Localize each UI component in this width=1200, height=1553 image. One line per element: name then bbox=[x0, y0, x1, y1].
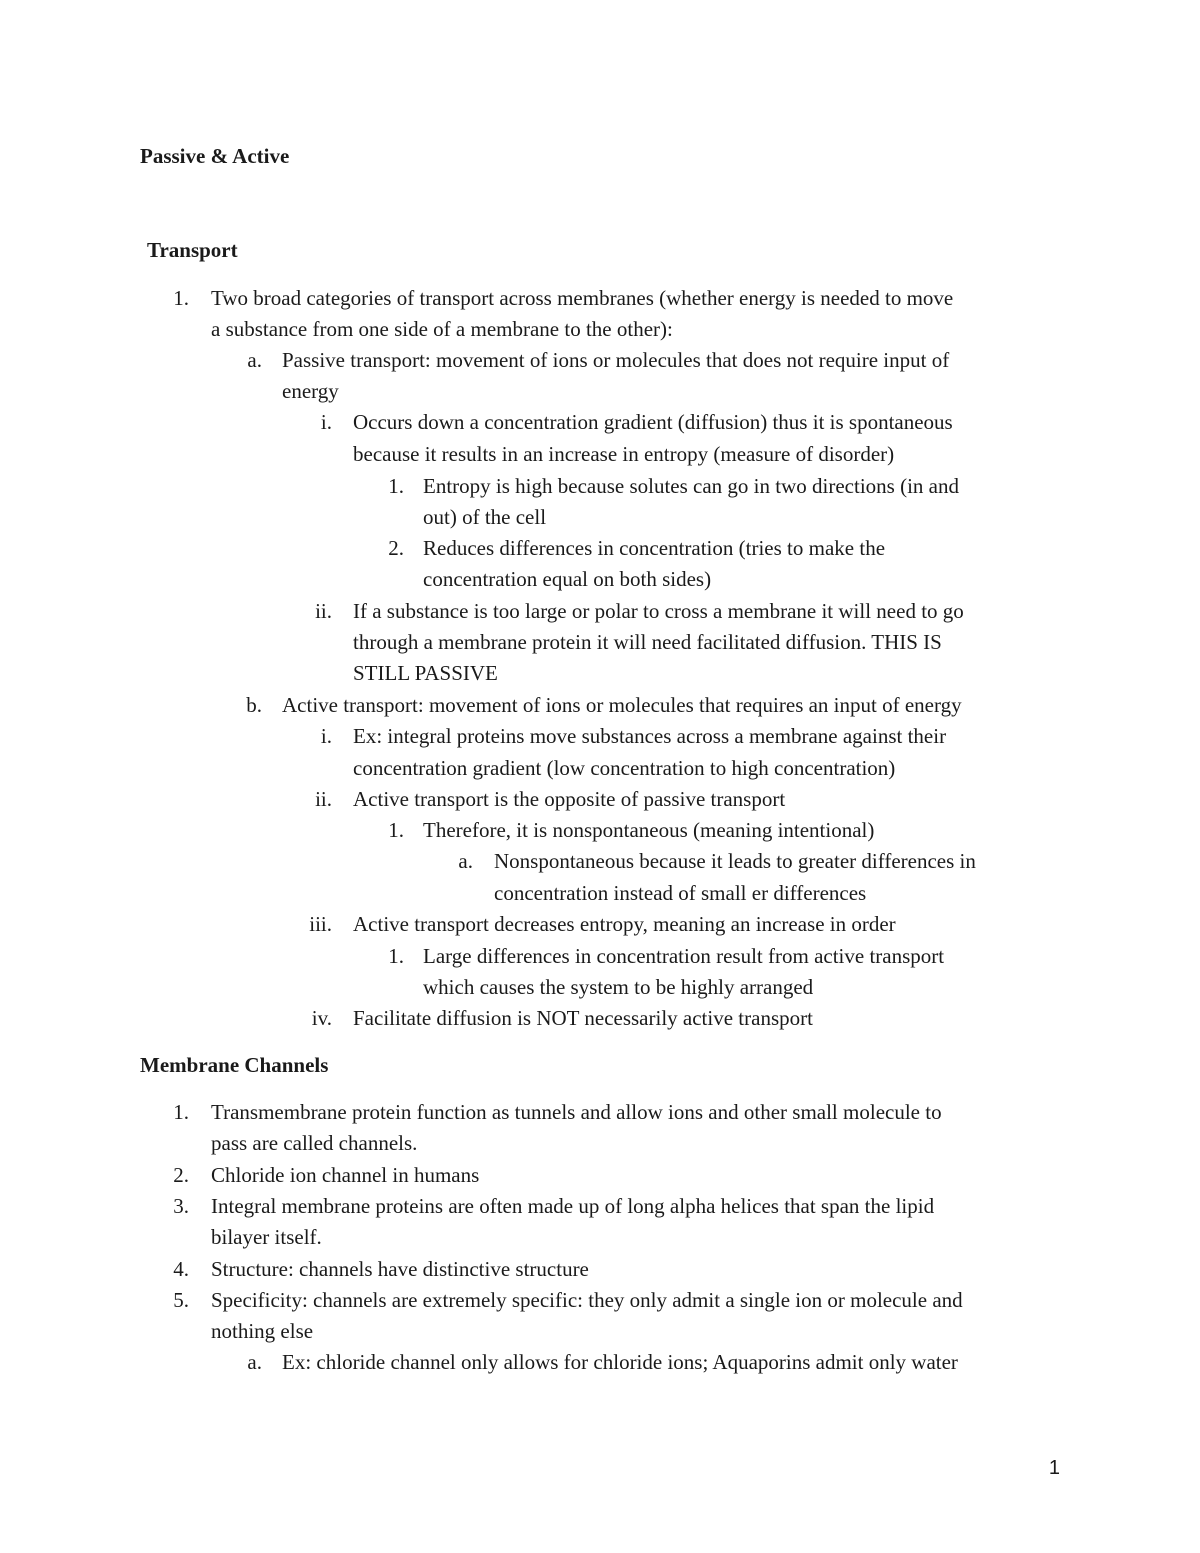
list-item-text: If a substance is too large or polar to cross a membrane it will need to go bbox=[353, 599, 964, 623]
list-marker: a. bbox=[247, 348, 262, 372]
list-item-text: Large differences in concentration result from active transport bbox=[423, 944, 945, 968]
list-item-text: pass are called channels. bbox=[211, 1131, 418, 1155]
list-item-text: Transmembrane protein function as tunnels and allow ions and other small molecule to bbox=[211, 1100, 942, 1124]
list-item-text: bilayer itself. bbox=[211, 1225, 322, 1249]
list-item-text: STILL PASSIVE bbox=[353, 661, 498, 685]
list-marker: 2. bbox=[173, 1163, 189, 1187]
list-item-text: a substance from one side of a membrane to the other): bbox=[211, 317, 673, 341]
section-heading-membrane-channels: Membrane Channels bbox=[140, 1053, 329, 1077]
list-item-text: Active transport decreases entropy, meaning an increase in order bbox=[353, 912, 896, 936]
list-marker: i. bbox=[320, 724, 332, 748]
list-item-text: Ex: integral proteins move substances across a membrane against their bbox=[353, 724, 947, 748]
list-marker: 1. bbox=[388, 474, 404, 498]
list-item-text: through a membrane protein it will need facilitated diffusion. THIS IS bbox=[353, 630, 942, 654]
list-marker: 1. bbox=[173, 286, 189, 310]
list-marker: ii. bbox=[315, 599, 332, 623]
list-item-text: Active transport: movement of ions or molecules that requires an input of energy bbox=[282, 693, 962, 717]
list-marker: 4. bbox=[173, 1257, 189, 1281]
list-marker: 2. bbox=[388, 536, 404, 560]
list-marker: 5. bbox=[173, 1288, 189, 1312]
list-item-text: Integral membrane proteins are often made up of long alpha helices that span the lipid bbox=[211, 1194, 935, 1218]
list-marker: a. bbox=[458, 849, 473, 873]
page-number: 1 bbox=[1048, 1457, 1060, 1479]
list-item-text: Nonspontaneous because it leads to greater differences in bbox=[494, 849, 976, 873]
section-heading-transport: Transport bbox=[147, 238, 238, 262]
list-item-text: Specificity: channels are extremely specific: they only admit a single ion or molecule and bbox=[211, 1288, 963, 1312]
list-item-text: Occurs down a concentration gradient (diffusion) thus it is spontaneous bbox=[353, 410, 953, 434]
list-item-text: Facilitate diffusion is NOT necessarily active transport bbox=[353, 1006, 813, 1030]
list-item-text: nothing else bbox=[211, 1319, 314, 1343]
list-item-text: Chloride ion channel in humans bbox=[211, 1163, 480, 1187]
list-item-text: Entropy is high because solutes can go in two directions (in and bbox=[423, 474, 959, 498]
list-marker: b. bbox=[246, 693, 262, 717]
list-item-text: because it results in an increase in entropy (measure of disorder) bbox=[353, 442, 895, 466]
list-marker: iii. bbox=[309, 912, 332, 936]
list-marker: ii. bbox=[315, 787, 332, 811]
list-item-text: Reduces differences in concentration (tries to make the bbox=[423, 536, 886, 560]
list-item-text: Passive transport: movement of ions or molecules that does not require input of bbox=[282, 348, 950, 372]
list-marker: i. bbox=[320, 410, 332, 434]
list-marker: 3. bbox=[173, 1194, 189, 1218]
list-item-text: Active transport is the opposite of passive transport bbox=[353, 787, 786, 811]
list-item-text: Structure: channels have distinctive structure bbox=[211, 1257, 589, 1281]
list-item-text: concentration instead of small er differences bbox=[494, 881, 867, 905]
list-marker: 1. bbox=[173, 1100, 189, 1124]
document-title: Passive & Active bbox=[140, 144, 290, 168]
list-item-text: out) of the cell bbox=[423, 505, 547, 529]
list-marker: 1. bbox=[388, 818, 404, 842]
list-marker: a. bbox=[247, 1350, 262, 1374]
list-item-text: energy bbox=[282, 379, 339, 403]
list-marker: 1. bbox=[388, 944, 404, 968]
list-item-text: Therefore, it is nonspontaneous (meaning intentional) bbox=[423, 818, 875, 842]
list-item-text: Ex: chloride channel only allows for chloride ions; Aquaporins admit only water bbox=[282, 1350, 958, 1374]
list-item-text: which causes the system to be highly arranged bbox=[423, 975, 814, 999]
list-item-text: concentration gradient (low concentration to high concentration) bbox=[353, 756, 896, 780]
list-item-text: concentration equal on both sides) bbox=[423, 567, 712, 591]
list-item-text: Two broad categories of transport across membranes (whether energy is needed to move bbox=[211, 286, 954, 310]
list-marker: iv. bbox=[311, 1006, 332, 1030]
